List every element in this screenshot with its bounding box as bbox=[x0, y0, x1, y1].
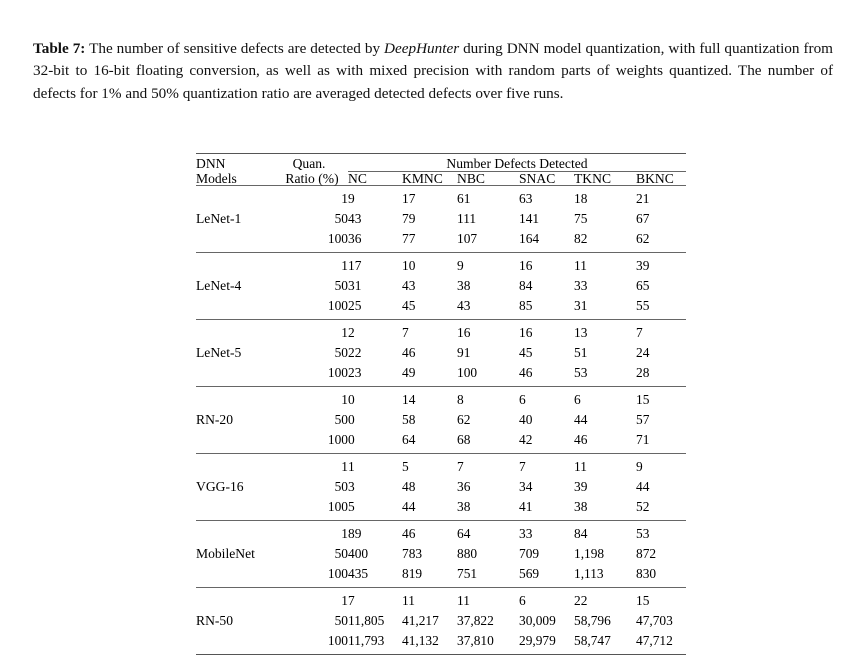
defects-nbc: 11 bbox=[457, 593, 470, 609]
defects-nbc: 36 bbox=[457, 479, 471, 495]
model-name-lenet-5: LeNet-5 bbox=[196, 345, 242, 361]
quan-ratio-value: 100 bbox=[327, 365, 348, 381]
defects-tknc: 58,747 bbox=[574, 633, 611, 649]
header-metric-kmnc: KMNC bbox=[402, 170, 443, 186]
quan-ratio-value: 1 bbox=[341, 392, 348, 408]
defects-nc: 2 bbox=[348, 325, 355, 341]
defects-tknc: 33 bbox=[574, 278, 588, 294]
defects-kmnc: 48 bbox=[402, 479, 416, 495]
defects-bknc: 55 bbox=[636, 298, 650, 314]
quan-ratio-value: 100 bbox=[327, 566, 348, 582]
defects-snac: 34 bbox=[519, 479, 533, 495]
defects-snac: 40 bbox=[519, 412, 533, 428]
defects-tknc: 31 bbox=[574, 298, 588, 314]
defects-bknc: 47,712 bbox=[636, 633, 673, 649]
defects-nc: 22 bbox=[348, 345, 362, 361]
defects-kmnc: 11 bbox=[402, 593, 415, 609]
model-name-rn-50: RN-50 bbox=[196, 613, 234, 629]
table-caption bbox=[33, 38, 833, 105]
defects-nbc: 8 bbox=[457, 392, 464, 408]
defects-tknc: 53 bbox=[574, 365, 588, 381]
defects-nc: 7 bbox=[348, 593, 355, 609]
defects-nc: 400 bbox=[348, 546, 369, 562]
defects-bknc: 830 bbox=[636, 566, 657, 582]
table-row bbox=[196, 390, 686, 410]
defects-tknc: 6 bbox=[574, 392, 581, 408]
defects-nc: 11,805 bbox=[348, 613, 385, 629]
defects-nbc: 880 bbox=[457, 546, 478, 562]
defects-nc: 3 bbox=[348, 479, 355, 495]
defects-kmnc: 43 bbox=[402, 278, 416, 294]
header-group-number-defects-detected: Number Defects Detected bbox=[348, 157, 686, 171]
defects-tknc: 82 bbox=[574, 231, 588, 247]
defects-bknc: 53 bbox=[636, 526, 650, 542]
header-model-line2: Models bbox=[196, 170, 237, 186]
header-metric-snac: SNAC bbox=[519, 170, 556, 186]
defects-snac: 29,979 bbox=[519, 633, 556, 649]
defects-nc: 31 bbox=[348, 278, 362, 294]
caption-label: Table 7: bbox=[33, 40, 86, 57]
defects-kmnc: 819 bbox=[402, 566, 423, 582]
defects-bknc: 21 bbox=[636, 191, 650, 207]
defects-kmnc: 17 bbox=[402, 191, 416, 207]
quan-ratio-value: 50 bbox=[334, 345, 348, 361]
quan-ratio-value: 100 bbox=[327, 633, 348, 649]
defects-kmnc: 41,132 bbox=[402, 633, 439, 649]
table-row bbox=[196, 323, 686, 343]
defects-kmnc: 64 bbox=[402, 432, 416, 448]
defects-nbc: 107 bbox=[457, 231, 478, 247]
quan-ratio-value: 100 bbox=[327, 499, 348, 515]
defects-snac: 63 bbox=[519, 191, 533, 207]
defects-tknc: 1,113 bbox=[574, 566, 604, 582]
defects-nbc: 68 bbox=[457, 432, 471, 448]
defects-bknc: 872 bbox=[636, 546, 657, 562]
caption-text-part2: during DNN model quantization, with full quantization from 32-bit to 16-bit floating conversion, as well as with mixed precision with random parts of weights quantized. The number of defects for 1% and 50% quantization ratio are averaged detected defects over five runs. bbox=[33, 40, 833, 102]
defects-nbc: 7 bbox=[457, 459, 464, 475]
defects-tknc: 1,198 bbox=[574, 546, 605, 562]
quan-ratio-value: 50 bbox=[334, 546, 348, 562]
defects-kmnc: 5 bbox=[402, 459, 409, 475]
defects-kmnc: 783 bbox=[402, 546, 423, 562]
defects-tknc: 46 bbox=[574, 432, 588, 448]
defects-snac: 16 bbox=[519, 258, 533, 274]
defects-bknc: 65 bbox=[636, 278, 650, 294]
defects-snac: 6 bbox=[519, 392, 526, 408]
defects-nbc: 9 bbox=[457, 258, 464, 274]
defects-tknc: 11 bbox=[574, 459, 587, 475]
table-row bbox=[196, 256, 686, 276]
defects-tknc: 38 bbox=[574, 499, 588, 515]
defects-nc: 5 bbox=[348, 499, 355, 515]
table-header-row-2 bbox=[196, 171, 686, 185]
defects-tknc: 18 bbox=[574, 191, 588, 207]
quan-ratio-value: 50 bbox=[334, 479, 348, 495]
defects-bknc: 57 bbox=[636, 412, 650, 428]
defects-nbc: 43 bbox=[457, 298, 471, 314]
defects-nc: 43 bbox=[348, 211, 362, 227]
defects-kmnc: 46 bbox=[402, 526, 416, 542]
header-ratio-line2: Ratio (%) bbox=[285, 170, 339, 186]
defects-tknc: 13 bbox=[574, 325, 588, 341]
table-row bbox=[196, 457, 686, 477]
defects-nc: 435 bbox=[348, 566, 369, 582]
defects-kmnc: 45 bbox=[402, 298, 416, 314]
quan-ratio-value: 1 bbox=[341, 258, 348, 274]
defects-bknc: 47,703 bbox=[636, 613, 673, 629]
defects-nbc: 16 bbox=[457, 325, 471, 341]
model-name-vgg-16: VGG-16 bbox=[196, 479, 244, 495]
defects-nbc: 751 bbox=[457, 566, 478, 582]
defects-nbc: 62 bbox=[457, 412, 471, 428]
table-row bbox=[196, 591, 686, 611]
quan-ratio-value: 50 bbox=[334, 412, 348, 428]
defects-snac: 164 bbox=[519, 231, 540, 247]
defects-nc: 89 bbox=[348, 526, 362, 542]
defects-snac: 33 bbox=[519, 526, 533, 542]
defects-nbc: 100 bbox=[457, 365, 478, 381]
defects-nc: 0 bbox=[348, 412, 355, 428]
defects-nc: 36 bbox=[348, 231, 362, 247]
defects-tknc: 22 bbox=[574, 593, 588, 609]
model-name-rn-20: RN-20 bbox=[196, 412, 234, 428]
defects-bknc: 44 bbox=[636, 479, 650, 495]
table-header-row-1 bbox=[196, 157, 686, 171]
defects-tknc: 58,796 bbox=[574, 613, 611, 629]
defects-snac: 84 bbox=[519, 278, 533, 294]
defects-bknc: 39 bbox=[636, 258, 650, 274]
header-metric-nc: NC bbox=[348, 170, 367, 186]
quan-ratio-value: 1 bbox=[341, 526, 348, 542]
header-ratio-line1: Quan. bbox=[292, 156, 326, 171]
quan-ratio-value: 100 bbox=[327, 432, 348, 448]
defects-nbc: 38 bbox=[457, 499, 471, 515]
defects-bknc: 71 bbox=[636, 432, 650, 448]
defects-kmnc: 10 bbox=[402, 258, 416, 274]
defects-snac: 85 bbox=[519, 298, 533, 314]
defects-nc: 0 bbox=[348, 432, 355, 448]
defects-snac: 16 bbox=[519, 325, 533, 341]
defects-kmnc: 77 bbox=[402, 231, 416, 247]
defects-snac: 6 bbox=[519, 593, 526, 609]
defects-kmnc: 49 bbox=[402, 365, 416, 381]
defects-nc: 0 bbox=[348, 392, 355, 408]
defects-nbc: 38 bbox=[457, 278, 471, 294]
defects-bknc: 24 bbox=[636, 345, 650, 361]
defects-kmnc: 41,217 bbox=[402, 613, 439, 629]
header-metric-bknc: BKNC bbox=[636, 170, 674, 186]
model-name-lenet-4: LeNet-4 bbox=[196, 278, 242, 294]
quan-ratio-value: 100 bbox=[327, 298, 348, 314]
quan-ratio-value: 50 bbox=[334, 278, 348, 294]
defects-kmnc: 46 bbox=[402, 345, 416, 361]
quan-ratio-value: 50 bbox=[334, 613, 348, 629]
defects-tknc: 51 bbox=[574, 345, 588, 361]
header-metric-nbc: NBC bbox=[457, 170, 485, 186]
defects-kmnc: 14 bbox=[402, 392, 416, 408]
defects-snac: 709 bbox=[519, 546, 540, 562]
defects-nbc: 64 bbox=[457, 526, 471, 542]
defects-bknc: 62 bbox=[636, 231, 650, 247]
caption-text-part1: The number of sensitive defects are detected by bbox=[85, 40, 385, 57]
defects-kmnc: 7 bbox=[402, 325, 409, 341]
defects-bknc: 15 bbox=[636, 593, 650, 609]
defects-table-container bbox=[196, 153, 686, 655]
defects-nbc: 37,810 bbox=[457, 633, 494, 649]
defects-bknc: 9 bbox=[636, 459, 643, 475]
defects-nbc: 37,822 bbox=[457, 613, 494, 629]
quan-ratio-value: 1 bbox=[341, 325, 348, 341]
defects-bknc: 7 bbox=[636, 325, 643, 341]
defects-snac: 30,009 bbox=[519, 613, 556, 629]
caption-emphasis-deephunter: DeepHunter bbox=[384, 40, 460, 57]
defects-nc: 1 bbox=[348, 459, 355, 475]
defects-bknc: 52 bbox=[636, 499, 650, 515]
defects-tknc: 39 bbox=[574, 479, 588, 495]
defects-snac: 141 bbox=[519, 211, 540, 227]
defects-tknc: 44 bbox=[574, 412, 588, 428]
defects-nc: 23 bbox=[348, 365, 362, 381]
defects-table bbox=[196, 153, 686, 655]
defects-snac: 42 bbox=[519, 432, 533, 448]
header-model-line1: DNN bbox=[196, 156, 226, 171]
defects-snac: 46 bbox=[519, 365, 533, 381]
defects-nbc: 111 bbox=[457, 211, 477, 227]
defects-snac: 7 bbox=[519, 459, 526, 475]
defects-kmnc: 58 bbox=[402, 412, 416, 428]
defects-nbc: 61 bbox=[457, 191, 471, 207]
defects-bknc: 15 bbox=[636, 392, 650, 408]
table-row bbox=[196, 524, 686, 544]
model-name-lenet-1: LeNet-1 bbox=[196, 211, 242, 227]
defects-kmnc: 79 bbox=[402, 211, 416, 227]
quan-ratio-value: 50 bbox=[334, 211, 348, 227]
defects-nc: 17 bbox=[348, 258, 362, 274]
defects-tknc: 75 bbox=[574, 211, 588, 227]
defects-snac: 569 bbox=[519, 566, 540, 582]
defects-nc: 25 bbox=[348, 298, 362, 314]
quan-ratio-value: 1 bbox=[341, 459, 348, 475]
header-metric-tknc: TKNC bbox=[574, 170, 612, 186]
defects-nc: 11,793 bbox=[348, 633, 385, 649]
defects-snac: 41 bbox=[519, 499, 533, 515]
defects-tknc: 84 bbox=[574, 526, 588, 542]
model-name-mobilenet: MobileNet bbox=[196, 546, 255, 562]
defects-nbc: 91 bbox=[457, 345, 471, 361]
quan-ratio-value: 1 bbox=[341, 593, 348, 609]
defects-bknc: 28 bbox=[636, 365, 650, 381]
defects-nc: 9 bbox=[348, 191, 355, 207]
defects-kmnc: 44 bbox=[402, 499, 416, 515]
quan-ratio-value: 100 bbox=[327, 231, 348, 247]
defects-tknc: 11 bbox=[574, 258, 587, 274]
quan-ratio-value: 1 bbox=[341, 191, 348, 207]
defects-bknc: 67 bbox=[636, 211, 650, 227]
defects-snac: 45 bbox=[519, 345, 533, 361]
table-row bbox=[196, 189, 686, 209]
